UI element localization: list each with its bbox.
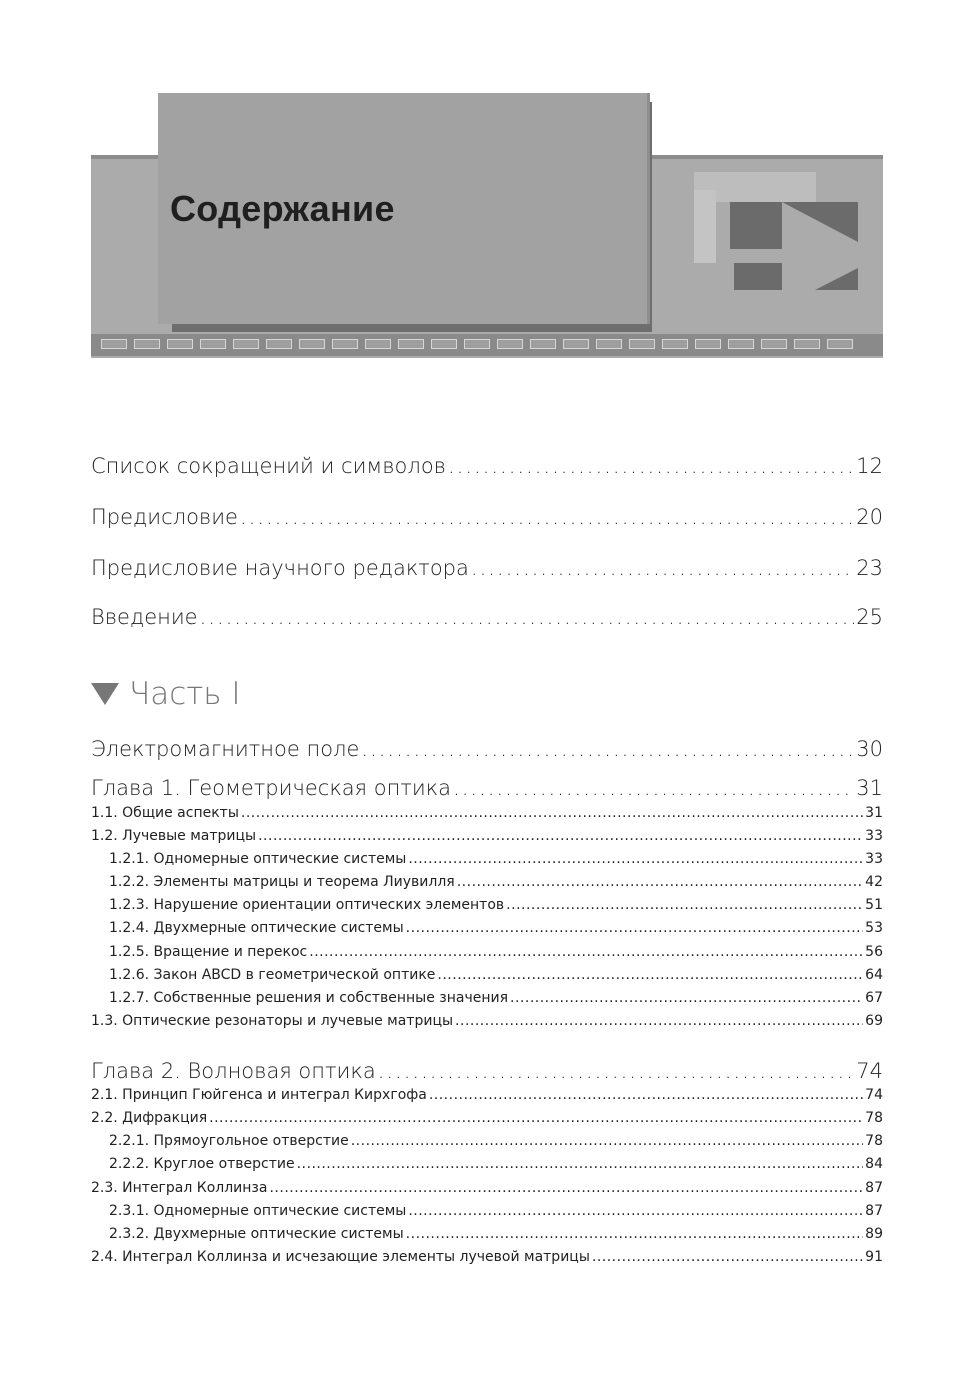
toc-subentry[interactable]: 2.3.1. Одномерные оптические системы ..... 87 — [91, 1203, 883, 1219]
toc-subentry[interactable]: 1.2.4. Двухмерные оптические системы ..... 53 — [91, 920, 883, 936]
toc-subentry[interactable]: 1.2.5. Вращение и перекос ..... 56 — [91, 944, 883, 960]
toc-entry[interactable]: Предисловие ..... 20 — [91, 505, 883, 529]
toc-entry[interactable]: 2.2. Дифракция ..... 78 — [91, 1110, 883, 1126]
toc-subentry[interactable]: 1.2.1. Одномерные оптические системы ..... 33 — [91, 851, 883, 867]
toc-entry[interactable]: Список сокращений и символов ..... 12 — [91, 454, 883, 478]
toc-entry[interactable]: 2.4. Интеграл Коллинза и исчезающие элементы лучевой матрицы ..... 91 — [91, 1249, 883, 1265]
toc-subentry[interactable]: 1.2.6. Закон ABCD в геометрической оптике ..... 64 — [91, 967, 883, 983]
decor-rect-mid — [730, 202, 782, 249]
chapter-heading[interactable]: Глава 2. Волновая оптика ..... 74 — [91, 1059, 883, 1083]
decor-rect-left — [694, 190, 716, 263]
chapter-heading[interactable]: Глава 1. Геометрическая оптика ..... 31 — [91, 776, 883, 800]
toc-entry[interactable]: Предисловие научного редактора ..... 23 — [91, 556, 883, 580]
decor-triangle-icon — [782, 202, 858, 242]
toc-subentry[interactable]: 1.2.3. Нарушение ориентации оптических элементов ..... 51 — [91, 897, 883, 913]
toc-entry[interactable]: 2.1. Принцип Гюйгенса и интеграл Кирхгофа ..... 74 — [91, 1087, 883, 1103]
banner-strip-cells — [101, 339, 881, 351]
page-title: Содержание — [170, 188, 395, 229]
toc-subentry[interactable]: 2.3.2. Двухмерные оптические системы ..... 89 — [91, 1226, 883, 1242]
toc-entry[interactable]: 1.3. Оптические резонаторы и лучевые матрицы ..... 69 — [91, 1013, 883, 1029]
toc-entry[interactable]: 2.3. Интеграл Коллинза ..... 87 — [91, 1180, 883, 1196]
toc-subentry[interactable]: 2.2.1. Прямоугольное отверстие ..... 78 — [91, 1133, 883, 1149]
toc-entry[interactable]: Введение ..... 25 — [91, 605, 883, 629]
toc-subentry[interactable]: 2.2.2. Круглое отверстие ..... 84 — [91, 1156, 883, 1172]
triangle-down-icon — [91, 683, 119, 705]
decor-small-triangle-icon — [815, 268, 858, 290]
decor-rect-bottom — [734, 263, 782, 290]
toc-entry[interactable]: Электромагнитное поле ..... 30 — [91, 737, 883, 761]
toc-subentry[interactable]: 1.2.7. Собственные решения и собственные значения ..... 67 — [91, 990, 883, 1006]
toc-entry[interactable]: 1.1. Общие аспекты ..... 31 — [91, 805, 883, 821]
part-heading: Часть I — [91, 676, 241, 712]
header-banner — [91, 93, 883, 358]
toc-entry[interactable]: 1.2. Лучевые матрицы ..... 33 — [91, 828, 883, 844]
toc-subentry[interactable]: 1.2.2. Элементы матрицы и теорема Лиувилля ..... 42 — [91, 874, 883, 890]
